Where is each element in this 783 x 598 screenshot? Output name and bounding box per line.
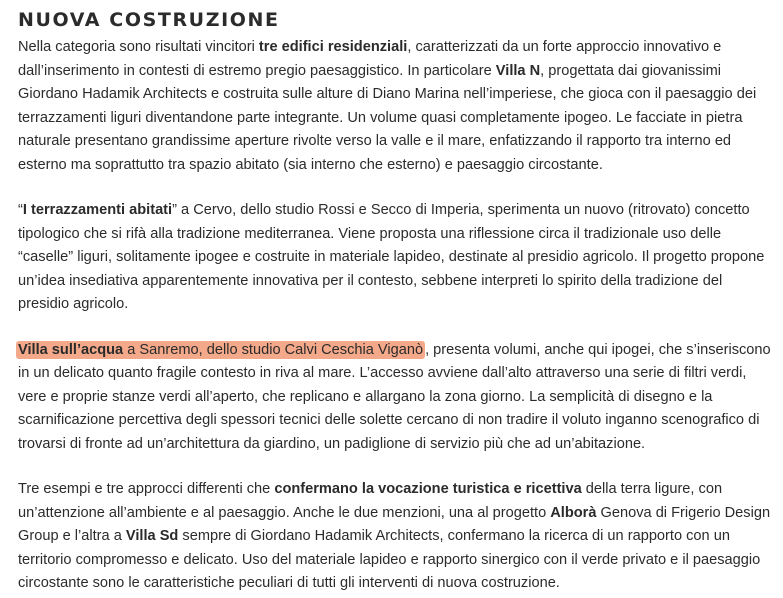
text-span: Tre esempi e tre approcci differenti che <box>18 481 275 497</box>
bold-text: Villa N <box>495 62 541 79</box>
text-span: , presenta volumi, anche qui ipogei, che s’inseriscono in un delicato quanto fragile contesto in riva al mare. L’accesso avviene dall’alto attraverso una serie di filtri verdi, vere e proprie stanze verdi all’aperto, che replicano e allargano la zona giorno. La semplicità di disegno e la scarnificazione percettiva degli spessori tecnici delle solette cercano di non tradire il voluto inganno scenografico di trovarsi di fronte ad un’architettura da giardino, un padiglione di servizio più che ad un’abitazione. <box>18 341 771 452</box>
paragraph-conclusione <box>18 478 771 596</box>
paragraph-villa-acqua <box>18 339 771 457</box>
text-span: “ <box>18 202 23 218</box>
bold-text: I terrazzamenti abitati <box>22 202 173 218</box>
bold-text: tre edifici residenziali <box>258 39 408 55</box>
text-span: sempre di Giordano Hadamik Architects, confermano la ricerca di un rapporto con un territorio compromesso e delicato. Uso del materiale lapideo e rapporto sinergico con il verde privato e il paesaggio circostante sono le caratteristiche peculiari di tutti gli interventi di nuova costruzione. <box>18 528 761 591</box>
bold-text: confermano la vocazione turistica e ricettiva <box>274 481 582 497</box>
paragraph-villa-n <box>18 36 771 177</box>
highlighted-text[interactable] <box>16 341 425 359</box>
bold-text: Alborà <box>550 504 597 521</box>
text-span: ” a Cervo, dello studio Rossi e Secco di Imperia, sperimenta un nuovo (ritrovato) concetto tipologico che si rifà alla tradizione mediterranea. Viene proposta una riflessione circa il tradizionale uso delle “caselle” liguri, solitamente ipogee e costruite in materiale lapideo, destinate al presidio agricolo. Il progetto propone un’idea insediativa apparentemente innovativa per il contesto, sebbene interpreti lo spirito della tradizione del presidio agricolo. <box>18 202 765 312</box>
bold-text: Villa sull’acqua <box>18 341 124 358</box>
text-span: , progettata dai giovanissimi Giordano Hadamik Architects e costruita sulle alture di Diano Marina nell’imperiese, che gioca con il paesaggio dei terrazzamenti liguri diventandone parte integrante. Un volume quasi completamente ipogeo. Le facciate in pietra naturale presentano grandissime aperture rivolte verso la valle e il mare, enfatizzando il rapporto tra interno ed esterno ma soprattutto tra spazio abitato (sia interno che esterno) e paesaggio circostante. <box>18 62 757 173</box>
section-title: NUOVA COSTRUZIONE <box>18 9 280 31</box>
text-span: Genova di Frigerio Design Group e l’altra a <box>18 504 771 544</box>
text-span: a Sanremo, dello studio Calvi Ceschia Viganò <box>123 341 424 358</box>
bold-text: Villa Sd <box>125 528 179 544</box>
text-span: , caratterizzati da un forte approccio innovativo e dall’inserimento in contesti di estremo pregio paesaggistico. In particolare <box>18 39 722 79</box>
text-span: della terra ligure, con un’attenzione all’ambiente e al paesaggio. Anche le due menzioni, una al progetto <box>18 481 723 521</box>
text-span: Nella categoria sono risultati vincitori <box>18 39 259 55</box>
paragraph-terrazzamenti <box>18 199 771 317</box>
